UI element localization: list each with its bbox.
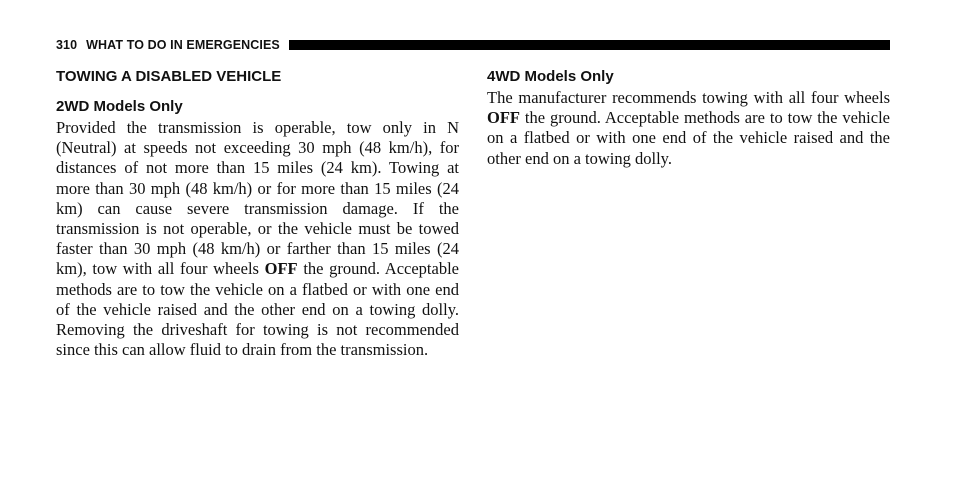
paragraph-4wd-bold: OFF [487,108,520,128]
paragraph-4wd [487,88,890,169]
section-title: WHAT TO DO IN EMERGENCIES [86,38,280,52]
paragraph-2wd-bold: OFF [264,259,298,279]
paragraph-4wd-text-1: The manufacturer recommends towing with all four wheels [487,88,890,107]
paragraph-4wd-text-2: the ground. Acceptable methods are to tow the vehicle on a flatbed or with one end of the vehicle raised and the other end on a towing dolly. [487,108,890,168]
subheading-4wd: 4WD Models Only [487,68,614,85]
page-title: TOWING A DISABLED VEHICLE [56,68,282,85]
paragraph-2wd [56,118,459,360]
header-rule [289,40,890,50]
paragraph-2wd-text-2: the ground. Acceptable methods are to tow the vehicle on a flatbed or with one end of the vehicle raised and the other end on a towing dolly. Removing the driveshaft for towing is not recommended since this can allow fluid to drain from the transmission. [56,259,459,360]
subheading-2wd: 2WD Models Only [56,98,183,115]
page-header [56,37,890,53]
right-column [487,68,890,169]
left-column [56,68,459,360]
paragraph-2wd-text-1: Provided the transmission is operable, tow only in N (Neutral) at speeds not exceeding 30 mph (48 km/h), for distances of not more than 15 miles (24 km). Towing at more than 30 mph (48 km/h) or for more than 15 miles (24 km) can cause severe transmission damage. If the transmission is not operable, or the vehicle must be towed faster than 30 mph (48 km/h) or farther than 15 miles (24 km), tow with all four wheels [56,118,459,279]
page-number: 310 [56,38,78,52]
